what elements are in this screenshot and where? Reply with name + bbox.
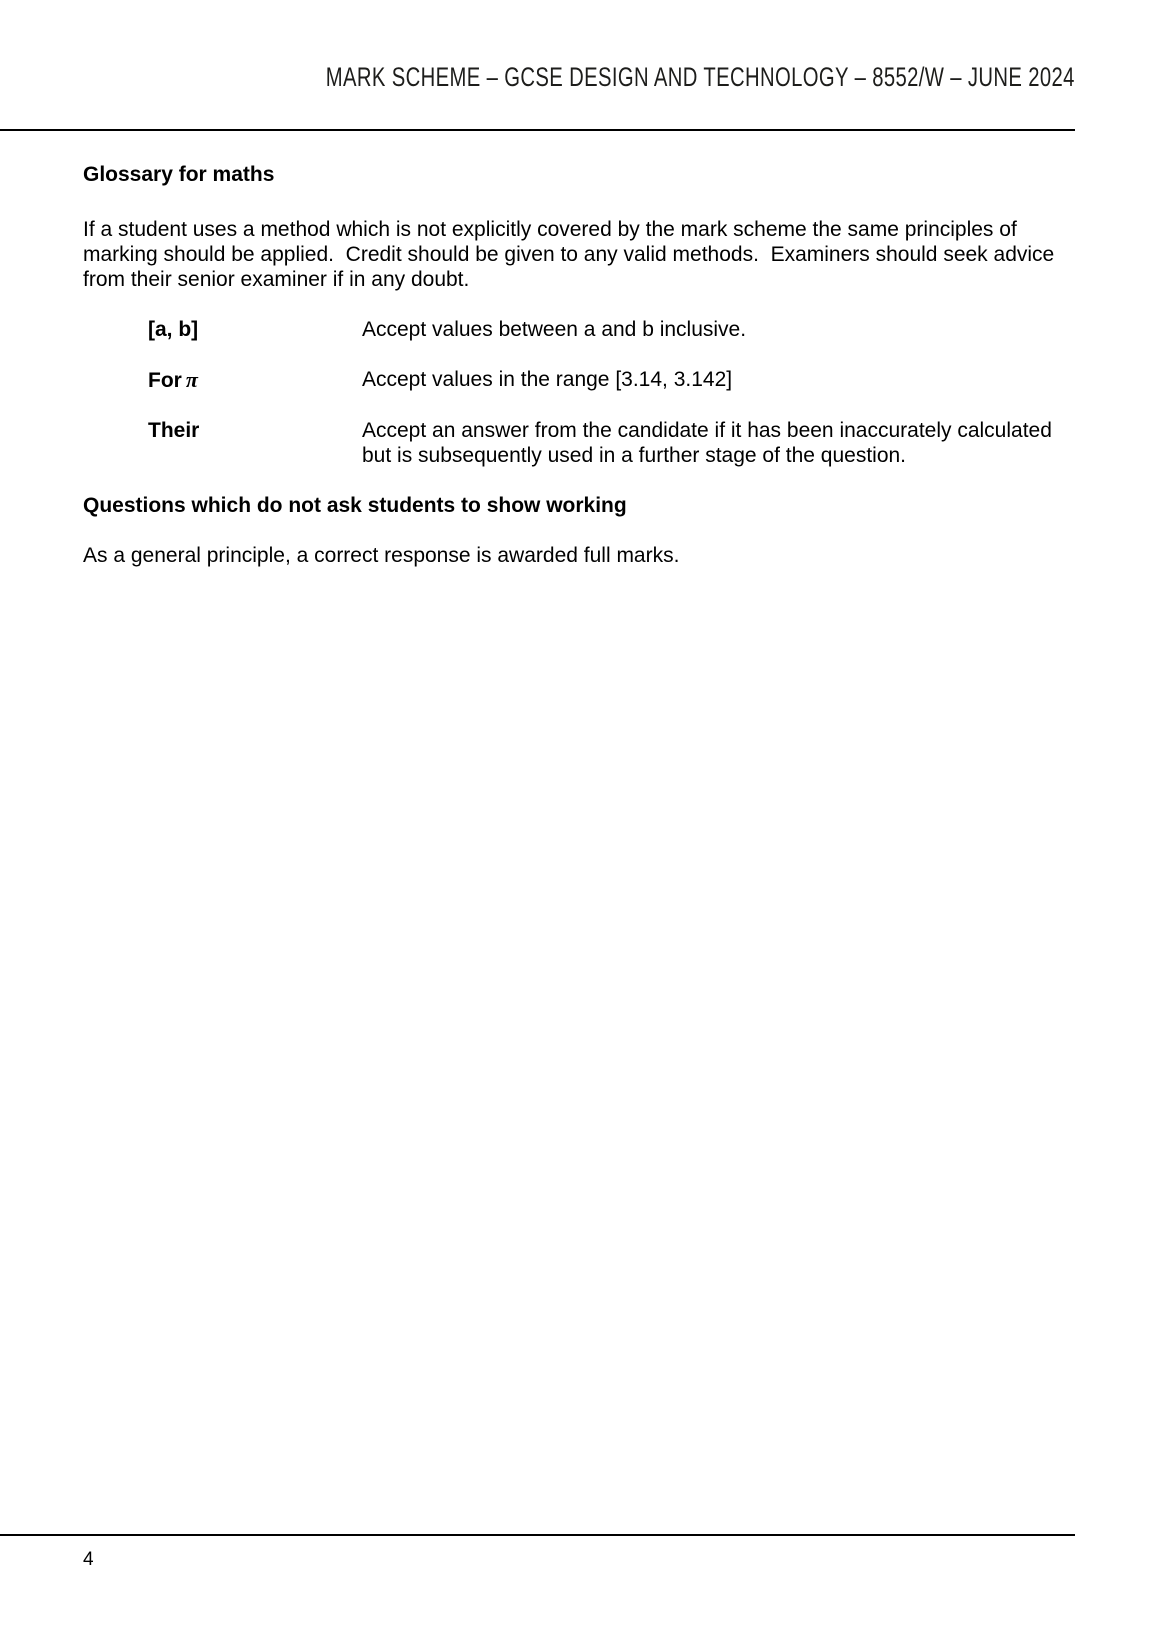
glossary-intro-paragraph: If a student uses a method which is not explicitly covered by the mark scheme the same principles of marking should be applied. Credit should be given to any valid methods. Examiners should seek advice from their senior examiner if in any doubt. [83, 218, 1061, 291]
page-header [76, 62, 1075, 92]
glossary-row-their [83, 418, 1068, 468]
working-heading: Questions which do not ask students to show working [83, 494, 627, 517]
page-content [83, 162, 1068, 568]
header-title: MARK SCHEME – GCSE DESIGN AND TECHNOLOGY – 8552/W – JUNE 2024 [325, 62, 1075, 92]
page-number: 4 [83, 1549, 94, 1570]
glossary-desc-pi: Accept values in the range [3.14, 3.142] [362, 368, 733, 391]
glossary-row-interval [83, 317, 1068, 342]
header-rule [0, 129, 1075, 131]
pi-symbol: π [185, 367, 198, 392]
footer-rule [0, 1534, 1075, 1536]
glossary-row-pi [83, 367, 1068, 393]
glossary-term-pi [148, 367, 362, 393]
glossary-term-interval [148, 317, 362, 342]
glossary-term-their [148, 418, 362, 443]
glossary-desc-their: Accept an answer from the candidate if it has been inaccurately calculated but is subsequently used in a further stage of the question. [362, 419, 1052, 467]
glossary-term-label: [a, b] [148, 318, 199, 341]
glossary-term-label: Their [148, 419, 200, 442]
glossary-term-label: For [148, 369, 182, 392]
working-paragraph: As a general principle, a correct response is awarded full marks. [83, 544, 680, 567]
glossary-desc-interval: Accept values between a and b inclusive. [362, 318, 747, 341]
glossary-heading: Glossary for maths [83, 163, 275, 186]
